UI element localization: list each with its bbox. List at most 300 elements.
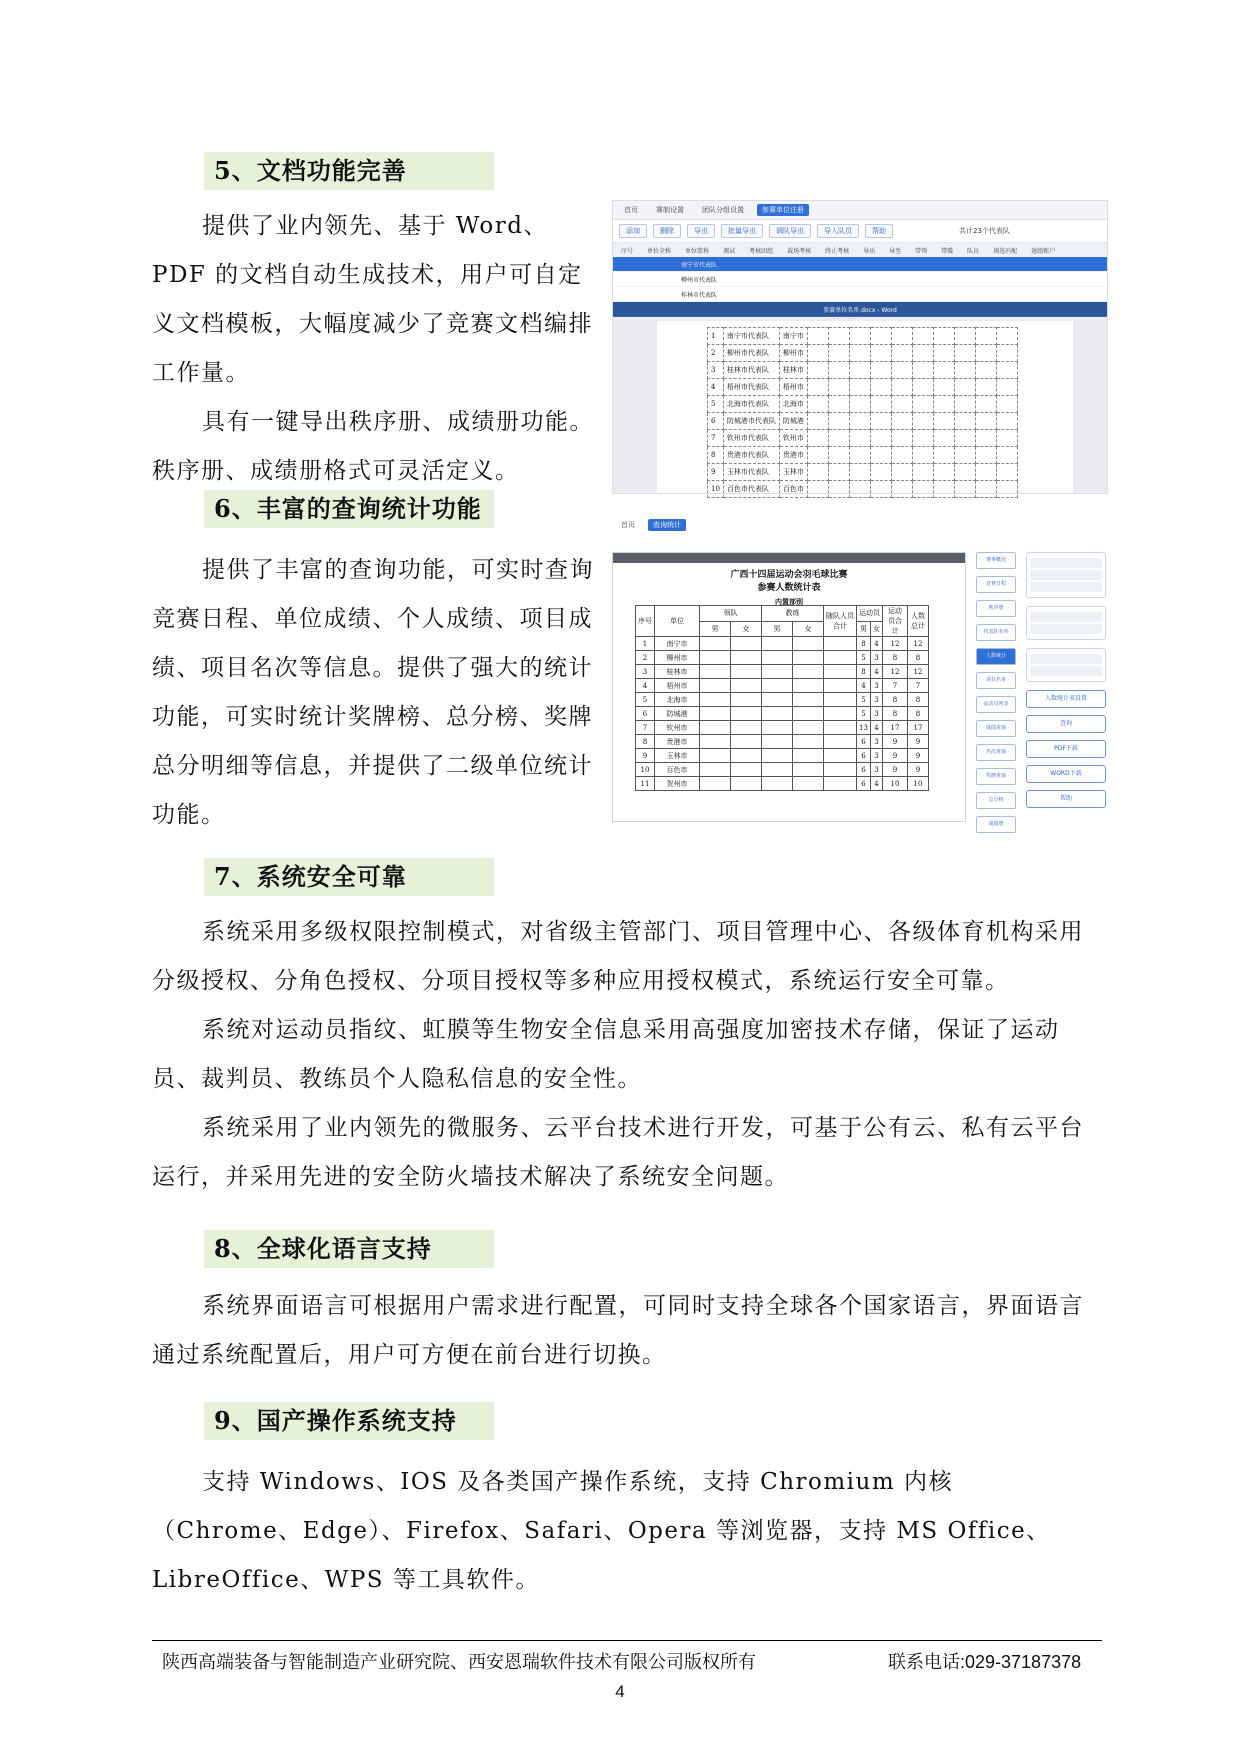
table-cell	[731, 679, 762, 693]
table-cell	[731, 721, 762, 735]
table-cell: 6	[857, 763, 871, 777]
word-table-row	[708, 396, 1018, 413]
tab-units[interactable]: 参赛单位注册	[757, 204, 809, 216]
table-cell	[762, 763, 793, 777]
table-cell	[793, 749, 824, 763]
table-row	[636, 749, 929, 763]
table-cell: 4	[870, 637, 882, 651]
word-table-cell	[912, 345, 933, 362]
filter-field[interactable]	[1030, 612, 1102, 622]
section-8-title: 8、全球化语言支持	[204, 1230, 494, 1268]
grid-header	[613, 243, 1107, 257]
word-table-cell: 百色市	[779, 481, 807, 498]
word-table-cell	[933, 413, 954, 430]
row-unit-name: 桂林市代表队	[681, 291, 718, 299]
word-table-cell	[849, 464, 870, 481]
table-cell	[700, 707, 731, 721]
team-export-button[interactable]: 调队导出	[769, 224, 811, 238]
table-cell: 8	[636, 735, 655, 749]
table-cell	[793, 651, 824, 665]
word-table-cell: 南宁市代表队	[723, 328, 779, 345]
word-table-cell	[807, 430, 828, 447]
word-table-cell	[975, 430, 996, 447]
word-table-cell	[933, 447, 954, 464]
table-cell: 3	[870, 693, 882, 707]
word-document-area	[613, 317, 1107, 493]
table-row	[636, 665, 929, 679]
report-menu-button[interactable]: 人数统计	[976, 648, 1016, 665]
word-table-cell: 防城港市代表队	[723, 413, 779, 430]
table-cell: 4	[870, 721, 882, 735]
table-cell	[793, 665, 824, 679]
statistics-screenshot	[612, 516, 1106, 827]
table-cell	[731, 665, 762, 679]
word-table-cell	[954, 379, 975, 396]
word-table-cell	[996, 362, 1017, 379]
word-table-row	[708, 430, 1018, 447]
word-table-cell	[891, 345, 912, 362]
tab-bar	[613, 201, 1107, 220]
word-table-cell: 8	[708, 447, 724, 464]
batch-export-button[interactable]: 批量导出	[721, 224, 763, 238]
word-table-cell: 贵港市代表队	[723, 447, 779, 464]
query-button[interactable]: 查询	[1026, 715, 1106, 733]
word-table-cell	[807, 413, 828, 430]
section-8-para-1: 系统界面语言可根据用户需求进行配置，可同时支持全球各个国家语言，界面语言通过系统配置后，用户可方便在前台进行切换。	[152, 1293, 1084, 1368]
word-table-cell	[807, 345, 828, 362]
stats-settings-button[interactable]: 人数统计表设置	[1026, 690, 1106, 708]
help-button[interactable]: 帮助	[1026, 790, 1106, 808]
grid-header-cell: 队员	[967, 247, 980, 255]
export-button[interactable]: 导出	[687, 224, 715, 238]
report-title: 广西十四届运动会羽毛球比赛	[730, 570, 848, 580]
word-table-cell	[996, 447, 1017, 464]
word-table-cell	[933, 328, 954, 345]
word-table-cell	[891, 362, 912, 379]
grid-header-cell: 导出	[863, 247, 876, 255]
filter-field[interactable]	[1030, 558, 1102, 568]
col-female: 女	[731, 621, 762, 637]
word-table-cell	[870, 379, 891, 396]
word-table-cell	[807, 328, 828, 345]
table-cell: 柳州市	[655, 651, 700, 665]
col-athlete: 运动员	[857, 606, 883, 622]
table-cell: 17	[908, 721, 929, 735]
report-menu-button[interactable]: 名次查询	[976, 744, 1016, 761]
grid-header-cell: 导至	[889, 247, 902, 255]
word-table-cell	[870, 447, 891, 464]
table-cell	[762, 637, 793, 651]
word-titlebar	[613, 302, 1107, 316]
report-viewer	[612, 552, 966, 822]
grid-header-cell: 考核团组	[749, 247, 774, 255]
table-row	[636, 721, 929, 735]
table-cell	[731, 651, 762, 665]
word-table-cell	[870, 328, 891, 345]
word-table-cell: 6	[708, 413, 724, 430]
table-row	[636, 651, 929, 665]
table-cell	[762, 735, 793, 749]
word-table-cell: 北海市	[779, 396, 807, 413]
table-cell: 3	[870, 707, 882, 721]
word-table-cell	[954, 481, 975, 498]
report-dept: 内置部别	[775, 597, 803, 606]
table-cell: 9	[908, 763, 929, 777]
filter-box	[1026, 606, 1106, 640]
report-menu-button[interactable]: 总分榜	[976, 792, 1016, 809]
word-table-cell: 7	[708, 430, 724, 447]
table-cell	[700, 651, 731, 665]
word-page	[657, 321, 1073, 493]
table-cell	[762, 665, 793, 679]
word-table-cell	[828, 362, 849, 379]
table-cell	[762, 651, 793, 665]
table-cell	[762, 721, 793, 735]
word-table-cell	[807, 396, 828, 413]
pdf-download-button[interactable]: PDF下载	[1026, 740, 1106, 758]
word-table-row	[708, 328, 1018, 345]
filter-field[interactable]	[1030, 624, 1102, 634]
word-table	[707, 327, 1018, 498]
grid-header-cell: 退组账户	[1031, 247, 1056, 255]
word-table-cell	[933, 379, 954, 396]
table-cell: 5	[857, 707, 871, 721]
col-female: 女	[870, 621, 882, 637]
table-cell: 9	[883, 735, 908, 749]
report-menu-button[interactable]: 项目名单	[976, 672, 1016, 689]
table-cell	[731, 735, 762, 749]
word-table-cell	[933, 464, 954, 481]
table-cell	[731, 763, 762, 777]
table-cell: 11	[636, 777, 655, 791]
word-table-cell	[975, 481, 996, 498]
table-cell: 10	[636, 763, 655, 777]
footer-divider	[152, 1640, 1102, 1641]
table-cell: 3	[870, 651, 882, 665]
word-table-cell	[912, 413, 933, 430]
tab-home[interactable]: 首页	[621, 521, 635, 529]
section-9-title: 9、国产操作系统支持	[204, 1402, 494, 1440]
word-table-cell	[891, 447, 912, 464]
word-table-cell: 桂林市代表队	[723, 362, 779, 379]
section-6-title: 6、丰富的查询统计功能	[204, 490, 494, 528]
table-cell: 5	[636, 693, 655, 707]
table-cell: 钦州市	[655, 721, 700, 735]
table-cell: 8	[857, 637, 871, 651]
word-table-cell	[828, 464, 849, 481]
section-5-body	[152, 202, 597, 496]
filter-field[interactable]	[1030, 654, 1102, 664]
tab-bar	[612, 516, 1106, 534]
word-table-cell	[996, 328, 1017, 345]
word-table-cell	[954, 328, 975, 345]
table-cell	[700, 637, 731, 651]
word-table-cell	[912, 481, 933, 498]
word-table-cell	[828, 379, 849, 396]
table-cell	[700, 749, 731, 763]
table-cell: 6	[636, 707, 655, 721]
table-cell: 9	[636, 749, 655, 763]
table-cell	[824, 693, 857, 707]
word-table-cell	[849, 396, 870, 413]
delete-button[interactable]: 删除	[653, 224, 681, 238]
table-cell: 梧州市	[655, 679, 700, 693]
report-subtitle: 参赛人数统计表	[757, 583, 821, 593]
table-cell: 2	[636, 651, 655, 665]
word-table-row	[708, 481, 1018, 498]
table-cell: 3	[870, 763, 882, 777]
word-table-cell	[996, 413, 1017, 430]
word-table-cell	[996, 481, 1017, 498]
table-cell: 10	[883, 777, 908, 791]
table-cell	[824, 777, 857, 791]
table-cell: 贺州市	[655, 777, 700, 791]
word-table-cell: 10	[708, 481, 724, 498]
table-cell: 7	[883, 679, 908, 693]
word-table-cell	[996, 430, 1017, 447]
toolbar	[613, 220, 1107, 243]
report-menu-button[interactable]: 奖牌查询	[976, 768, 1016, 785]
word-table-cell	[912, 396, 933, 413]
report-menu-button[interactable]: 运动员列表	[976, 696, 1016, 713]
word-table-cell: 钦州市代表队	[723, 430, 779, 447]
table-cell	[731, 693, 762, 707]
toolbar-count: 共计23个代表队	[959, 227, 1010, 235]
word-table-cell: 贵港市	[779, 447, 807, 464]
word-table-cell: 1	[708, 328, 724, 345]
table-cell	[700, 693, 731, 707]
table-cell	[731, 749, 762, 763]
page-number: 4	[615, 1682, 625, 1701]
section-9-para-1: 支持 Windows、IOS 及各类国产操作系统，支持 Chromium 内核（Chrome、Edge）、Firefox、Safari、Opera 等浏览器，支持 MS Office、LibreOffice、WPS 等工具软件。	[152, 1469, 1051, 1593]
table-cell: 8	[883, 707, 908, 721]
table-cell	[824, 665, 857, 679]
word-table-cell	[849, 328, 870, 345]
table-cell	[700, 665, 731, 679]
table-cell: 8	[883, 693, 908, 707]
table-cell	[762, 679, 793, 693]
import-button[interactable]: 导入队员	[817, 224, 859, 238]
table-cell	[700, 777, 731, 791]
word-table-cell: 柳州市代表队	[723, 345, 779, 362]
table-cell	[762, 749, 793, 763]
word-table-cell	[996, 345, 1017, 362]
table-row	[636, 763, 929, 777]
word-table-cell	[870, 396, 891, 413]
table-cell: 9	[908, 735, 929, 749]
table-cell: 玉林市	[655, 749, 700, 763]
word-table-cell	[975, 413, 996, 430]
table-cell: 防城港	[655, 707, 700, 721]
table-cell: 南宁市	[655, 637, 700, 651]
word-table-row	[708, 362, 1018, 379]
table-cell	[731, 707, 762, 721]
table-cell: 6	[857, 777, 871, 791]
viewer-toolbar	[613, 553, 965, 563]
table-row[interactable]	[613, 257, 1107, 272]
word-table-cell: 南宁市	[779, 328, 807, 345]
word-table-cell	[849, 481, 870, 498]
tab-groups[interactable]: 团队分组设置	[702, 206, 744, 214]
table-cell: 12	[908, 665, 929, 679]
word-table-cell: 防城港	[779, 413, 807, 430]
filter-field[interactable]	[1030, 570, 1102, 580]
word-table-cell	[807, 379, 828, 396]
col-team-total: 随队人员合计	[824, 606, 857, 637]
word-table-cell	[870, 481, 891, 498]
col-athlete-total: 运动员合计	[883, 606, 908, 637]
tab-query-stats[interactable]: 查询统计	[648, 519, 686, 531]
report-menu-button[interactable]: 成绩查询	[976, 720, 1016, 737]
word-table-cell	[891, 413, 912, 430]
table-cell: 3	[870, 679, 882, 693]
col-male: 男	[857, 621, 871, 637]
table-cell: 北海市	[655, 693, 700, 707]
table-cell	[793, 777, 824, 791]
word-table-cell: 北海市代表队	[723, 396, 779, 413]
word-table-cell	[996, 464, 1017, 481]
filter-panel	[1026, 552, 1106, 815]
word-title: 参赛单位名单.docx - Word	[823, 306, 897, 314]
word-table-cell	[828, 430, 849, 447]
word-table-cell	[849, 413, 870, 430]
table-cell	[793, 679, 824, 693]
word-table-cell	[954, 413, 975, 430]
grid-header-cell: 序号	[621, 247, 634, 255]
section-7-para-2: 系统对运动员指纹、虹膜等生物安全信息采用高强度加密技术存储，保证了运动员、裁判员、教练员个人隐私信息的安全性。	[152, 1017, 1060, 1092]
add-button[interactable]: 添加	[619, 224, 647, 238]
section-7-body	[152, 908, 1102, 1202]
word-table-cell	[912, 362, 933, 379]
word-table-cell	[828, 481, 849, 498]
table-cell	[762, 777, 793, 791]
table-cell	[824, 679, 857, 693]
word-table-cell: 3	[708, 362, 724, 379]
col-no: 序号	[636, 606, 655, 637]
filter-field[interactable]	[1030, 582, 1102, 592]
table-cell: 9	[883, 763, 908, 777]
table-cell: 8	[857, 665, 871, 679]
word-table-cell	[933, 345, 954, 362]
word-table-cell	[870, 362, 891, 379]
word-table-cell	[912, 447, 933, 464]
table-row[interactable]	[613, 272, 1107, 287]
word-table-cell	[933, 362, 954, 379]
col-male: 男	[762, 621, 793, 637]
table-cell	[731, 637, 762, 651]
table-cell: 8	[908, 707, 929, 721]
filter-box	[1026, 648, 1106, 682]
word-table-cell	[975, 396, 996, 413]
table-cell: 5	[857, 651, 871, 665]
tab-rules[interactable]: 赛制设置	[656, 206, 684, 214]
table-cell: 10	[908, 777, 929, 791]
report-menu-button[interactable]: 代表队名单	[976, 624, 1016, 641]
word-table-cell	[912, 430, 933, 447]
doc-generation-screenshot	[612, 200, 1108, 494]
section-5-title: 5、文档功能完善	[204, 152, 494, 190]
word-download-button[interactable]: WORD下载	[1026, 765, 1106, 783]
col-male: 男	[700, 621, 731, 637]
word-table-cell	[828, 328, 849, 345]
word-table-cell	[954, 430, 975, 447]
table-cell	[824, 749, 857, 763]
table-cell: 4	[870, 665, 882, 679]
filter-field[interactable]	[1030, 666, 1102, 676]
table-row[interactable]	[613, 287, 1107, 302]
word-table-row	[708, 345, 1018, 362]
word-table-cell	[870, 413, 891, 430]
word-table-cell	[975, 362, 996, 379]
word-table-cell	[933, 481, 954, 498]
word-table-cell	[828, 396, 849, 413]
table-cell	[793, 707, 824, 721]
grid-header-cell: 单位全称	[647, 247, 672, 255]
table-cell	[762, 693, 793, 707]
word-table-cell	[933, 430, 954, 447]
word-table-cell	[891, 328, 912, 345]
table-cell	[793, 637, 824, 651]
table-cell: 4	[870, 777, 882, 791]
word-table-cell	[975, 464, 996, 481]
table-cell: 8	[883, 651, 908, 665]
report-menu-button[interactable]: 赛事概况	[976, 552, 1016, 569]
table-cell	[824, 763, 857, 777]
help-button[interactable]: 帮助	[865, 224, 893, 238]
word-table-row	[708, 447, 1018, 464]
table-cell	[793, 735, 824, 749]
grid-header-cell: 调试	[723, 247, 736, 255]
word-table-cell: 玉林市代表队	[723, 464, 779, 481]
table-cell: 12	[908, 637, 929, 651]
word-table-cell	[912, 464, 933, 481]
table-cell: 5	[857, 693, 871, 707]
report-menu-button[interactable]: 竞赛日程	[976, 576, 1016, 593]
table-row	[636, 693, 929, 707]
table-cell: 8	[908, 693, 929, 707]
word-table-cell: 5	[708, 396, 724, 413]
word-table-cell	[954, 362, 975, 379]
table-cell	[793, 763, 824, 777]
word-table-cell	[975, 345, 996, 362]
word-table-cell	[996, 396, 1017, 413]
grid-header-cell: 单位简称	[685, 247, 710, 255]
grid-header-cell: 带碟	[941, 247, 954, 255]
col-unit: 单位	[655, 606, 700, 637]
word-table-cell: 玉林市	[779, 464, 807, 481]
table-cell	[793, 721, 824, 735]
filter-box	[1026, 552, 1106, 598]
tab-home[interactable]: 首页	[624, 206, 638, 214]
section-6-para-1: 提供了丰富的查询功能，可实时查询竞赛日程、单位成绩、个人成绩、项目成绩、项目名次等信息。提供了强大的统计功能，可实时统计奖牌榜、总分榜、奖牌总分明细等信息，并提供了二级单位统计功能。	[152, 557, 594, 828]
word-table-cell	[996, 379, 1017, 396]
word-table-cell	[954, 396, 975, 413]
report-menu-button[interactable]: 秩序册	[976, 600, 1016, 617]
report-menu-button[interactable]: 成绩册	[976, 816, 1016, 833]
table-row	[636, 679, 929, 693]
word-table-cell	[891, 379, 912, 396]
word-table-cell	[912, 379, 933, 396]
word-table-cell	[912, 328, 933, 345]
word-table-cell: 百色市代表队	[723, 481, 779, 498]
section-9-body	[152, 1458, 1102, 1605]
table-cell: 1	[636, 637, 655, 651]
table-cell: 6	[857, 735, 871, 749]
section-7-para-3: 系统采用了业内领先的微服务、云平台技术进行开发，可基于公有云、私有云平台运行，并采用先进的安全防火墙技术解决了系统安全问题。	[152, 1115, 1084, 1190]
word-table-cell	[807, 481, 828, 498]
table-cell	[731, 777, 762, 791]
word-table-cell	[933, 396, 954, 413]
